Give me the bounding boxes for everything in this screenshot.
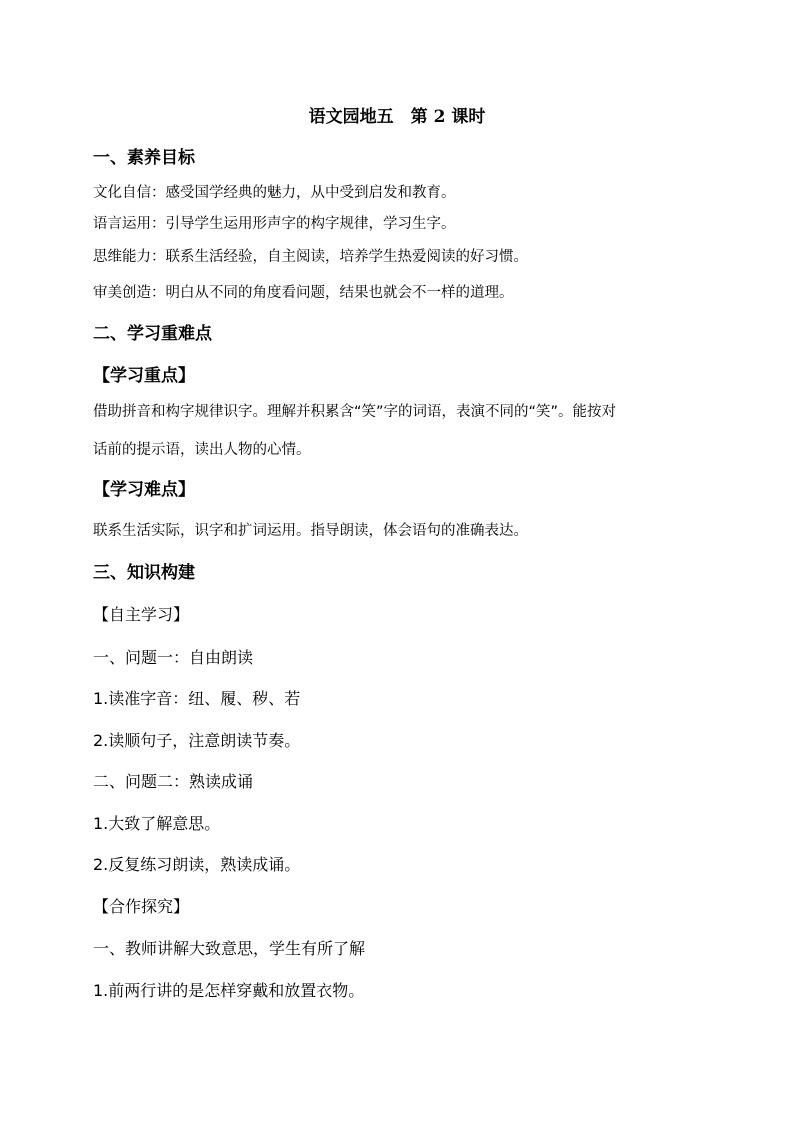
list-item: 1.读准字音：纽、履、秽、若 (93, 689, 301, 708)
subheading-focus: 【学习重点】 (93, 366, 195, 386)
subheading-difficulty: 【学习难点】 (93, 480, 195, 500)
goal-item: 文化自信：感受国学经典的魅力，从中受到启发和教育。 (93, 185, 456, 201)
goal-item: 审美创造：明白从不同的角度看问题，结果也就会不一样的道理。 (93, 285, 514, 301)
section-heading-goals: 一、素养目标 (93, 148, 195, 168)
paragraph-line: 联系生活实际，识字和扩词运用。指导朗读，体会语句的准确表达。 (93, 523, 528, 539)
document-title: 语文园地五 第 2 课时 (308, 107, 486, 127)
paragraph-line: 话前的提示语，读出人物的心情。 (93, 442, 311, 458)
list-item: 1.大致了解意思。 (93, 814, 221, 833)
list-item: 2.读顺句子，注意朗读节奏。 (93, 731, 301, 750)
list-item: 一、问题一：自由朗读 (93, 648, 254, 667)
section-heading-knowledge: 三、知识构建 (93, 563, 195, 583)
list-item: 二、问题二：熟读成诵 (93, 772, 254, 791)
goal-item: 语言运用：引导学生运用形声字的构字规律，学习生字。 (93, 216, 456, 232)
list-item: 1.前两行讲的是怎样穿戴和放置衣物。 (93, 981, 365, 1000)
paragraph-line: 借助拼音和构字规律识字。理解并积累含“笑”字的词语，表演不同的“笑”。能按对 (93, 404, 617, 420)
subheading-self-study: 【自主学习】 (93, 605, 190, 624)
list-item: 一、教师讲解大致意思，学生有所了解 (93, 939, 366, 958)
goal-item: 思维能力：联系生活经验，自主阅读，培养学生热爱阅读的好习惯。 (93, 249, 528, 265)
section-heading-key-points: 二、学习重难点 (93, 324, 212, 344)
list-item: 2.反复练习朗读，熟读成诵。 (93, 855, 301, 874)
subheading-cooperation: 【合作探究】 (93, 897, 190, 916)
